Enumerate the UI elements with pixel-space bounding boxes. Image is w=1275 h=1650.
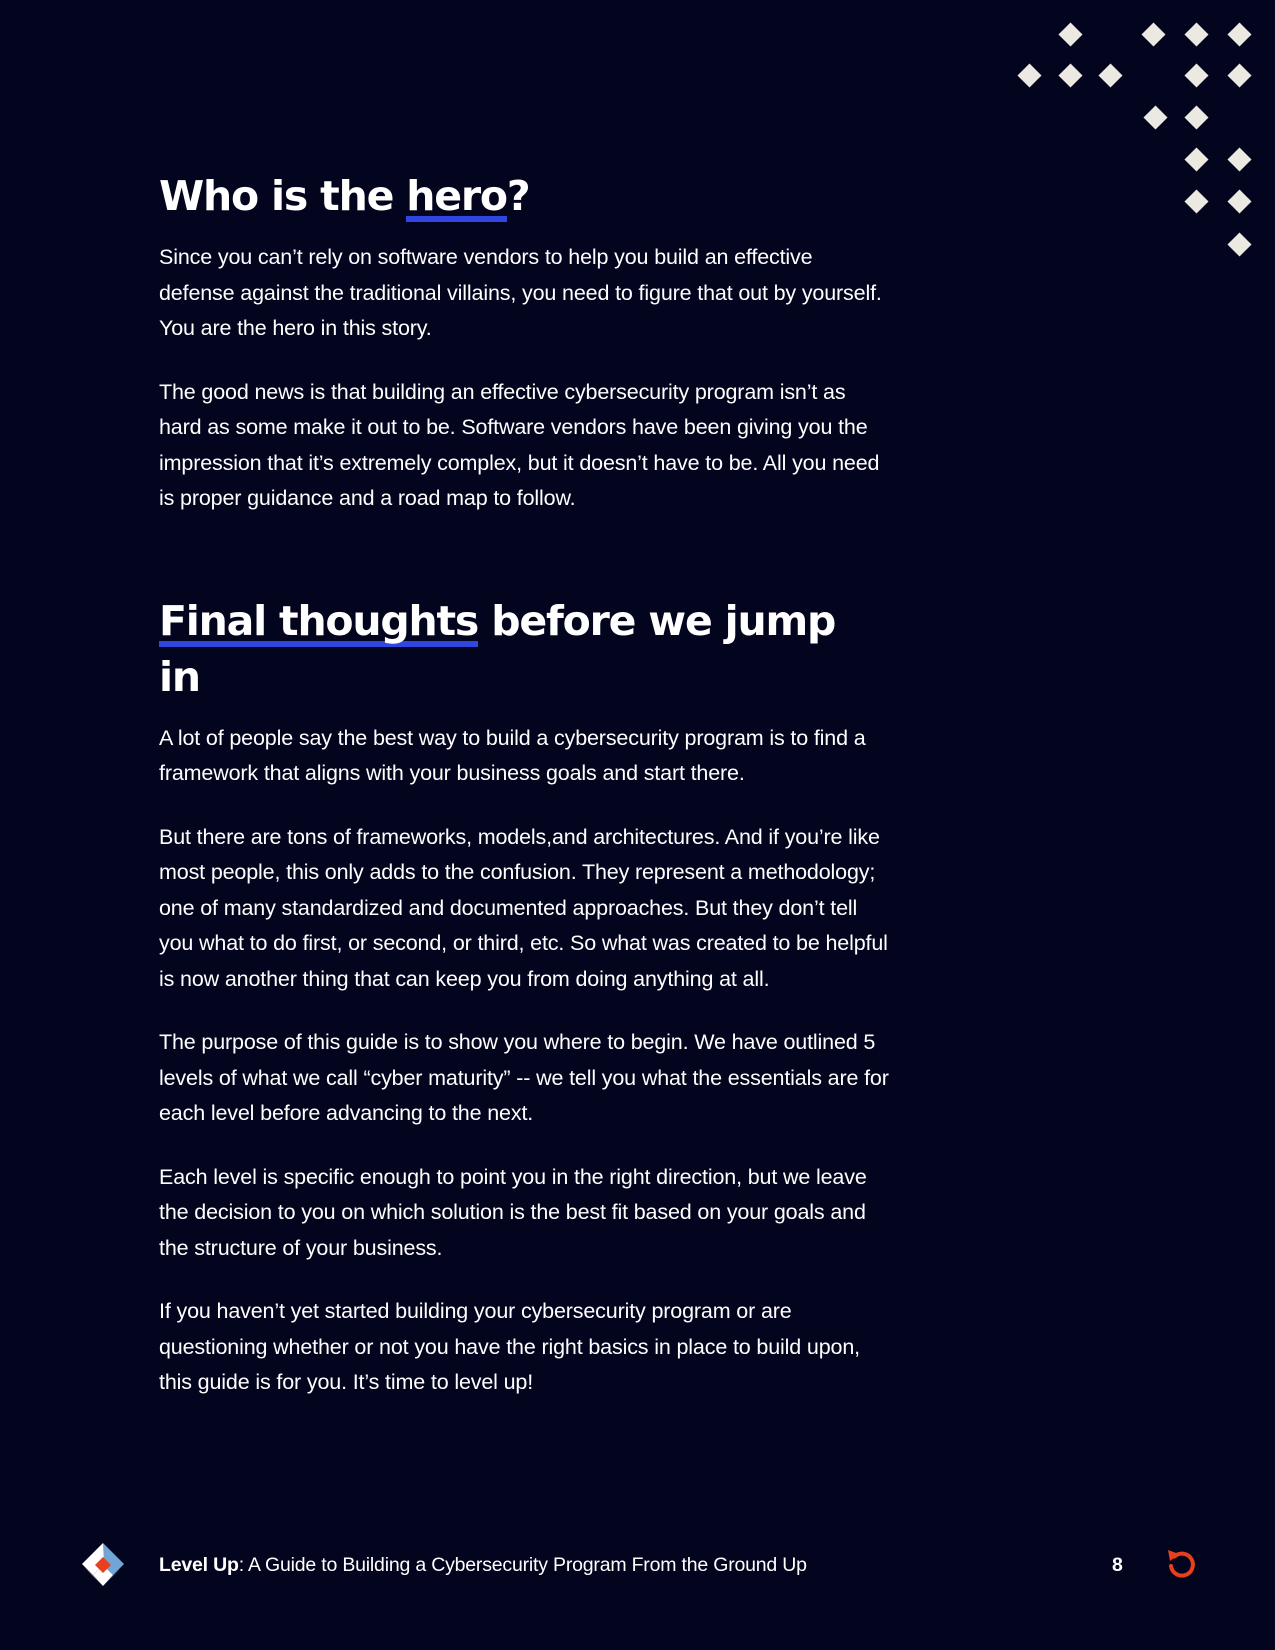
diamond-icon	[1141, 22, 1165, 46]
diamond-icon	[1098, 63, 1122, 87]
brand-logo-icon	[78, 1542, 128, 1588]
section-heading	[159, 593, 889, 705]
diamond-icon	[1017, 63, 1041, 87]
diamond-icon	[1227, 189, 1251, 213]
heading-highlight-text: hero	[406, 172, 507, 220]
paragraph: But there are tons of frameworks, models,and architectures. And if you’re like most people, this only adds to the confusion. They represent a methodology; one of many standardized and documented approaches. But they don’t tell you what to do first, or second, or third, etc. So what was created to be helpful is now another thing that can keep you from doing anything at all.	[159, 824, 888, 991]
diamond-icon	[1058, 63, 1082, 87]
diamond-icon	[1143, 105, 1167, 129]
diamond-pattern-decoration	[955, 0, 1275, 280]
diamond-icon	[1184, 63, 1208, 87]
section-heading	[159, 168, 889, 224]
diamond-icon	[1184, 105, 1208, 129]
undo-arrow-icon[interactable]	[1163, 1546, 1199, 1582]
paragraph: Since you can’t rely on software vendors to help you build an effective defense against the traditional villains, you need to figure that out by yourself. You are the hero in this story.	[159, 245, 882, 340]
section-who-is-the-hero	[159, 168, 889, 517]
footer-document-title	[159, 1553, 807, 1577]
footer-title-rest: : A Guide to Building a Cybersecurity Program From the Ground Up	[238, 1554, 807, 1576]
footer-title-bold: Level Up	[159, 1554, 239, 1576]
page-number: 8	[1112, 1554, 1123, 1576]
diamond-icon	[1227, 22, 1251, 46]
paragraph: The purpose of this guide is to show you where to begin. We have outlined 5 levels of what we call “cyber maturity” -- we tell you what the essentials are for each level before advancing to the next.	[159, 1030, 889, 1125]
diamond-icon	[1184, 147, 1208, 171]
page-footer	[0, 1540, 1275, 1590]
diamond-icon	[1227, 63, 1251, 87]
paragraph: The good news is that building an effective cybersecurity program isn’t as hard as some make it out to be. Software vendors have been giving you the impression that it’s extremely complex, but it doesn’t have to be. All you need is proper guidance and a road map to follow.	[159, 379, 880, 510]
paragraph: If you haven’t yet started building your cybersecurity program or are questioning whether or not you have the right basics in place to build upon, this guide is for you. It’s time to level up!	[159, 1299, 860, 1394]
diamond-icon	[1227, 147, 1251, 171]
heading-plain-text: before we jump in	[159, 596, 836, 701]
main-content	[159, 168, 889, 1401]
section-final-thoughts	[159, 593, 889, 1401]
paragraph: Each level is specific enough to point you in the right direction, but we leave the decision to you on which solution is the best fit based on your goals and the structure of your business.	[159, 1164, 867, 1260]
diamond-icon	[1184, 189, 1208, 213]
diamond-icon	[1184, 22, 1208, 46]
heading-highlight-text: Final thoughts	[159, 596, 479, 645]
heading-suffix-text: ?	[506, 172, 530, 220]
diamond-icon	[1058, 22, 1082, 46]
diamond-icon	[1227, 232, 1251, 256]
heading-plain-text: Who is the	[159, 172, 407, 220]
paragraph: A lot of people say the best way to build a cybersecurity program is to find a framework that aligns with your business goals and start there.	[159, 725, 866, 785]
